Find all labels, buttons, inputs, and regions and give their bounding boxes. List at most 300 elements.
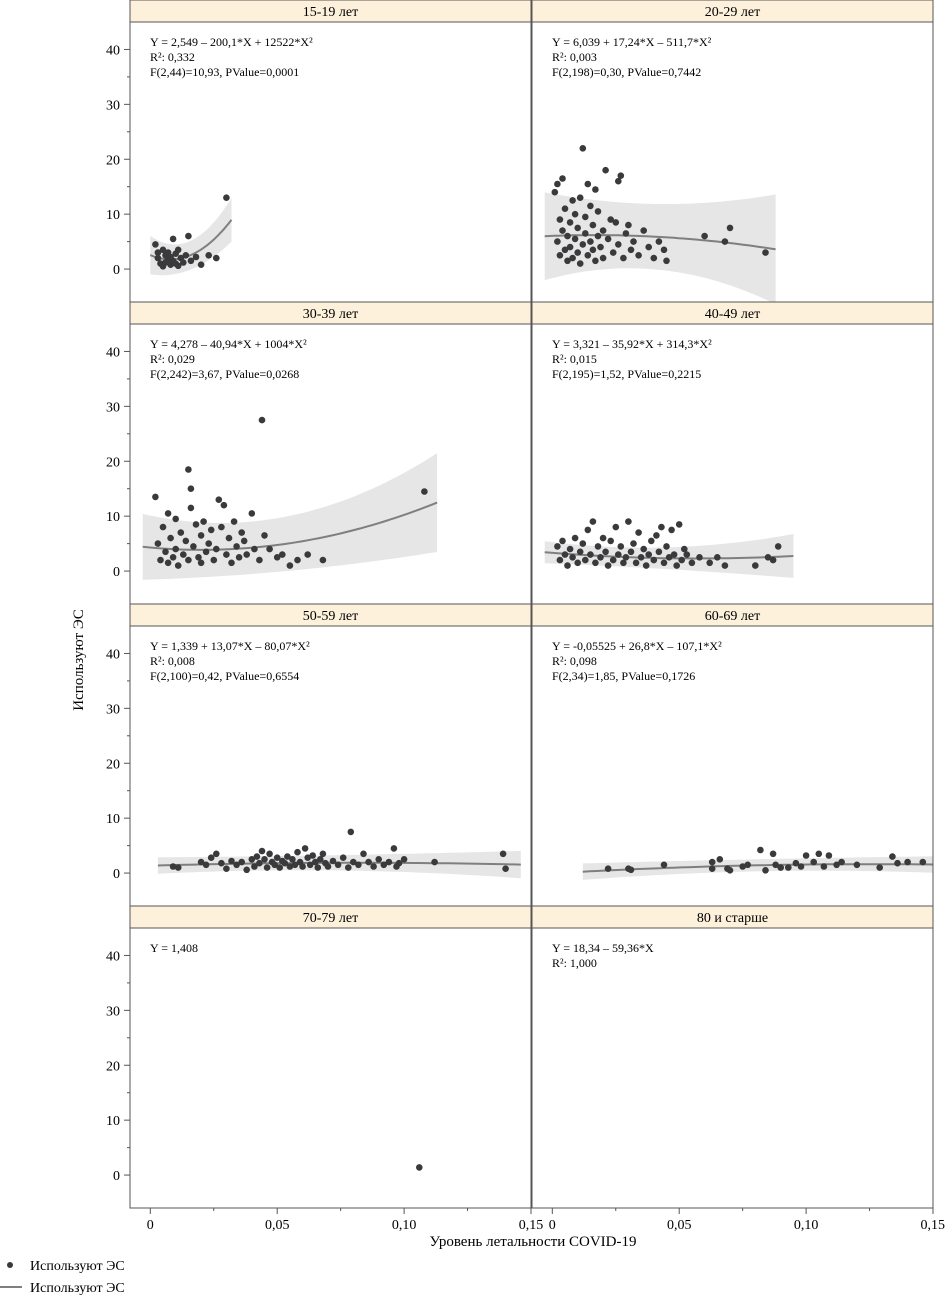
data-point-50-59-лет-36 — [309, 852, 316, 859]
data-point-50-59-лет-46 — [345, 864, 352, 871]
data-point-15-19-лет-24 — [198, 261, 205, 268]
panel-80-и-старше — [532, 906, 933, 970]
data-point-60-69-лет-30 — [904, 859, 911, 866]
x-tick-label-80-и-старше-1: 0,05 — [666, 1218, 692, 1233]
data-point-30-39-лет-50 — [287, 562, 294, 569]
data-point-30-39-лет-44 — [256, 557, 263, 564]
data-point-60-69-лет-27 — [876, 864, 883, 871]
data-point-60-69-лет-19 — [803, 852, 810, 859]
data-point-20-29-лет-60 — [727, 225, 734, 232]
data-point-40-49-лет-48 — [676, 521, 683, 528]
data-point-50-59-лет-11 — [243, 867, 250, 874]
data-point-20-29-лет-30 — [590, 247, 597, 254]
data-point-15-19-лет-25 — [205, 252, 212, 259]
data-point-20-29-лет-39 — [605, 236, 612, 243]
panel-equation-20-29-лет-line-1: R²: 0,003 — [552, 50, 597, 64]
panel-title-40-49-лет: 40-49 лет — [704, 307, 761, 322]
data-point-40-49-лет-51 — [684, 551, 691, 558]
data-point-20-29-лет-47 — [623, 230, 630, 237]
data-point-30-39-лет-18 — [188, 505, 195, 512]
panel-15-19-лет — [130, 0, 531, 275]
data-point-40-49-лет-49 — [678, 557, 685, 564]
y-tick-label-15-19-лет-2: 20 — [106, 153, 120, 169]
data-point-40-49-лет-32 — [635, 529, 642, 536]
data-point-60-69-лет-31 — [920, 859, 927, 866]
data-point-20-29-лет-48 — [625, 222, 632, 229]
data-point-20-29-лет-16 — [572, 236, 579, 243]
panel-equation-30-39-лет-line-0: Y = 4,278 – 40,94*X + 1004*X² — [150, 337, 307, 351]
panel-title-70-79-лет: 70-79 лет — [302, 911, 359, 926]
data-point-30-39-лет-35 — [228, 560, 235, 567]
panel-plot-30-39-лет — [143, 417, 437, 580]
x-tick-label-80-и-старше-3: 0,15 — [920, 1218, 945, 1233]
data-point-60-69-лет-3 — [661, 862, 668, 869]
data-point-40-49-лет-56 — [722, 562, 729, 569]
data-point-50-59-лет-56 — [391, 845, 398, 852]
panel-title-50-59-лет: 50-59 лет — [302, 609, 359, 624]
data-point-30-39-лет-11 — [175, 562, 182, 569]
data-point-40-49-лет-55 — [714, 554, 721, 561]
data-point-40-49-лет-2 — [559, 538, 566, 545]
data-point-50-59-лет-19 — [266, 851, 273, 858]
data-point-20-29-лет-18 — [574, 225, 581, 232]
data-point-20-29-лет-26 — [585, 252, 592, 259]
panel-plot-40-49-лет — [545, 518, 794, 578]
data-point-20-29-лет-13 — [569, 197, 576, 204]
data-point-50-59-лет-3 — [203, 862, 210, 869]
data-point-40-49-лет-14 — [590, 518, 597, 525]
y-tick-label-30-39-лет-4: 40 — [106, 345, 120, 361]
panel-title-15-19-лет: 15-19 лет — [302, 5, 359, 20]
data-point-40-49-лет-16 — [595, 543, 602, 550]
data-point-20-29-лет-20 — [577, 260, 584, 267]
data-point-60-69-лет-28 — [889, 853, 896, 860]
data-point-40-49-лет-57 — [752, 562, 759, 569]
panel-equation-60-69-лет-line-2: F(2,34)=1,85, PValue=0,1726 — [552, 669, 696, 683]
y-tick-label-15-19-лет-1: 10 — [106, 208, 120, 224]
y-tick-label-15-19-лет-0: 0 — [113, 263, 120, 279]
data-point-50-59-лет-55 — [386, 859, 393, 866]
y-tick-label-30-39-лет-2: 20 — [106, 455, 120, 471]
panel-70-79-лет — [130, 906, 531, 1171]
data-point-20-29-лет-49 — [628, 247, 635, 254]
panel-equation-20-29-лет-line-2: F(2,198)=0,30, PValue=0,7442 — [552, 65, 702, 79]
data-point-40-49-лет-6 — [569, 554, 576, 561]
panel-equation-80-и-старше-line-1: R²: 1,000 — [552, 956, 597, 970]
data-point-40-49-лет-10 — [580, 540, 587, 547]
data-point-20-29-лет-51 — [635, 252, 642, 259]
panel-plot-50-59-лет — [158, 829, 521, 879]
data-point-50-59-лет-38 — [315, 864, 322, 871]
data-point-40-49-лет-1 — [557, 557, 564, 564]
data-point-20-29-лет-29 — [590, 222, 597, 229]
data-point-30-39-лет-17 — [188, 485, 195, 492]
data-point-40-49-лет-40 — [656, 549, 663, 556]
data-point-70-79-лет-0 — [416, 1164, 423, 1171]
data-point-40-49-лет-38 — [651, 557, 658, 564]
data-point-40-49-лет-41 — [658, 524, 665, 531]
data-point-30-39-лет-25 — [203, 549, 210, 556]
data-point-30-39-лет-37 — [233, 543, 240, 550]
x-tick-label-70-79-лет-0: 0 — [146, 1218, 154, 1233]
data-point-20-29-лет-38 — [602, 167, 609, 174]
data-point-30-39-лет-0 — [152, 494, 159, 501]
y-tick-label-30-39-лет-3: 30 — [106, 400, 120, 416]
data-point-30-39-лет-51 — [294, 557, 301, 564]
data-point-40-49-лет-47 — [673, 562, 680, 569]
data-point-50-59-лет-30 — [294, 849, 301, 856]
data-point-30-39-лет-22 — [198, 532, 205, 539]
data-point-20-29-лет-4 — [557, 252, 564, 259]
data-point-15-19-лет-26 — [213, 255, 220, 262]
data-point-60-69-лет-13 — [770, 851, 777, 858]
data-point-20-29-лет-34 — [595, 208, 602, 215]
y-tick-label-50-59-лет-1: 10 — [106, 812, 120, 828]
data-point-15-19-лет-19 — [180, 259, 187, 266]
data-point-60-69-лет-16 — [785, 864, 792, 871]
data-point-20-29-лет-41 — [610, 249, 617, 256]
data-point-50-59-лет-44 — [335, 862, 342, 869]
data-point-60-69-лет-15 — [777, 864, 784, 871]
data-point-30-39-лет-20 — [193, 521, 200, 528]
panel-title-60-69-лет: 60-69 лет — [704, 609, 761, 624]
data-point-40-49-лет-29 — [628, 549, 635, 556]
data-point-50-59-лет-17 — [261, 856, 268, 863]
y-tick-label-15-19-лет-4: 40 — [106, 43, 120, 59]
data-point-60-69-лет-23 — [826, 852, 833, 859]
data-point-60-69-лет-4 — [709, 859, 716, 866]
data-point-30-39-лет-15 — [185, 466, 192, 473]
data-point-50-59-лет-1 — [175, 864, 182, 871]
data-point-40-49-лет-11 — [582, 557, 589, 564]
data-point-20-29-лет-28 — [587, 238, 594, 245]
data-point-40-49-лет-18 — [600, 535, 607, 542]
frame-layer — [130, 0, 933, 1208]
data-point-40-49-лет-59 — [770, 557, 777, 564]
data-point-20-29-лет-15 — [572, 211, 579, 218]
data-point-50-59-лет-14 — [254, 853, 261, 860]
y-axis-label: Используют ЭС — [71, 609, 87, 711]
data-point-50-59-лет-5 — [213, 851, 220, 858]
data-point-20-29-лет-53 — [645, 244, 652, 251]
data-point-30-39-лет-41 — [243, 551, 250, 558]
panel-20-29-лет — [532, 0, 933, 304]
data-point-50-59-лет-42 — [325, 863, 332, 870]
data-point-60-69-лет-5 — [709, 865, 716, 872]
data-point-20-29-лет-25 — [585, 181, 592, 188]
y-tick-label-70-79-лет-4: 40 — [106, 949, 120, 965]
data-point-40-49-лет-39 — [653, 532, 660, 539]
data-point-60-69-лет-12 — [762, 867, 769, 874]
y-tick-label-70-79-лет-1: 10 — [106, 1114, 120, 1130]
y-tick-label-50-59-лет-2: 20 — [106, 757, 120, 773]
data-point-30-39-лет-19 — [190, 543, 197, 550]
data-point-20-29-лет-3 — [557, 216, 564, 223]
data-point-60-69-лет-21 — [816, 851, 823, 858]
data-point-50-59-лет-62 — [502, 865, 509, 872]
data-point-20-29-лет-1 — [554, 181, 561, 188]
panel-equation-30-39-лет-line-2: F(2,242)=3,67, PValue=0,0268 — [150, 367, 300, 381]
data-point-60-69-лет-2 — [628, 867, 635, 874]
data-point-40-49-лет-43 — [663, 543, 670, 550]
panel-title-20-29-лет: 20-29 лет — [704, 5, 761, 20]
data-point-30-39-лет-26 — [205, 540, 212, 547]
panel-30-39-лет — [130, 302, 531, 580]
data-point-40-49-лет-34 — [640, 546, 647, 553]
data-point-40-49-лет-53 — [696, 554, 703, 561]
panel-equation-80-и-старше-line-0: Y = 18,34 – 59,36*X — [552, 941, 654, 955]
y-tick-label-50-59-лет-4: 40 — [106, 647, 120, 663]
data-point-30-39-лет-38 — [236, 554, 243, 561]
x-tick-label-80-и-старше-2: 0,10 — [793, 1218, 819, 1233]
data-point-60-69-лет-20 — [810, 859, 817, 866]
data-point-30-39-лет-28 — [211, 557, 218, 564]
data-point-30-39-лет-5 — [165, 510, 172, 517]
data-point-50-59-лет-40 — [320, 851, 327, 858]
data-point-50-59-лет-18 — [264, 864, 271, 871]
data-point-40-49-лет-33 — [638, 554, 645, 561]
data-point-30-39-лет-52 — [304, 551, 311, 558]
data-point-20-29-лет-27 — [587, 203, 594, 210]
panel-equation-40-49-лет-line-1: R²: 0,015 — [552, 352, 597, 366]
data-point-30-39-лет-6 — [165, 560, 172, 567]
data-point-20-29-лет-57 — [663, 258, 670, 265]
data-point-60-69-лет-6 — [717, 856, 724, 863]
data-point-30-39-лет-24 — [200, 518, 207, 525]
data-point-50-59-лет-6 — [218, 860, 225, 867]
data-point-30-39-лет-7 — [167, 535, 174, 542]
data-point-15-19-лет-23 — [193, 254, 200, 261]
data-point-20-29-лет-6 — [559, 227, 566, 234]
data-point-20-29-лет-46 — [620, 255, 627, 262]
panel-equation-70-79-лет-line-0: Y = 1,408 — [150, 941, 198, 955]
data-point-50-59-лет-45 — [340, 854, 347, 861]
data-point-50-59-лет-32 — [299, 863, 306, 870]
data-point-20-29-лет-55 — [656, 238, 663, 245]
data-point-60-69-лет-11 — [757, 847, 764, 854]
y-tick-label-70-79-лет-2: 20 — [106, 1059, 120, 1075]
data-point-20-29-лет-44 — [615, 241, 622, 248]
data-point-50-59-лет-16 — [259, 848, 266, 855]
data-point-50-59-лет-47 — [348, 829, 355, 836]
data-point-30-39-лет-45 — [259, 417, 266, 424]
data-point-60-69-лет-18 — [798, 863, 805, 870]
data-point-30-39-лет-2 — [157, 557, 164, 564]
data-point-20-29-лет-24 — [582, 230, 589, 237]
data-point-30-39-лет-33 — [223, 551, 230, 558]
panel-equation-60-69-лет-line-0: Y = -0,05525 + 26,8*X – 107,1*X² — [552, 639, 722, 653]
data-point-20-29-лет-42 — [613, 219, 620, 226]
data-point-30-39-лет-14 — [183, 538, 190, 545]
data-point-40-49-лет-54 — [706, 560, 713, 567]
data-point-30-39-лет-8 — [170, 554, 177, 561]
data-point-40-49-лет-37 — [648, 538, 655, 545]
data-point-20-29-лет-37 — [600, 255, 607, 262]
data-point-30-39-лет-43 — [251, 546, 258, 553]
data-point-20-29-лет-50 — [630, 238, 637, 245]
panel-equation-50-59-лет-line-1: R²: 0,008 — [150, 654, 195, 668]
data-point-20-29-лет-0 — [552, 189, 559, 196]
data-point-40-49-лет-13 — [587, 551, 594, 558]
data-point-20-29-лет-22 — [580, 241, 587, 248]
x-tick-label-70-79-лет-2: 0,10 — [391, 1218, 417, 1233]
panel-equation-15-19-лет-line-1: R²: 0,332 — [150, 50, 195, 64]
data-point-30-39-лет-10 — [172, 546, 179, 553]
data-point-40-49-лет-8 — [574, 560, 581, 567]
y-tick-label-50-59-лет-0: 0 — [113, 867, 120, 883]
data-point-40-49-лет-22 — [610, 557, 617, 564]
data-point-60-69-лет-8 — [727, 867, 734, 874]
data-point-50-59-лет-10 — [238, 859, 245, 866]
data-point-30-39-лет-54 — [421, 488, 428, 495]
legend-marker-dot — [7, 1262, 13, 1268]
data-point-30-39-лет-36 — [231, 518, 238, 525]
data-point-60-69-лет-22 — [821, 863, 828, 870]
data-point-50-59-лет-51 — [365, 859, 372, 866]
data-point-50-59-лет-59 — [401, 856, 408, 863]
data-point-30-39-лет-30 — [216, 496, 223, 503]
confidence-band-20-29-лет — [545, 192, 776, 304]
x-axis-label: Уровень летальности COVID-19 — [429, 1234, 637, 1250]
data-point-40-49-лет-36 — [645, 551, 652, 558]
data-point-40-49-лет-15 — [592, 560, 599, 567]
data-point-30-39-лет-34 — [226, 535, 233, 542]
data-point-20-29-лет-59 — [722, 238, 729, 245]
y-tick-label-30-39-лет-0: 0 — [113, 565, 120, 581]
data-point-40-49-лет-42 — [661, 560, 668, 567]
data-point-50-59-лет-61 — [500, 851, 507, 858]
y-tick-label-50-59-лет-3: 30 — [106, 702, 120, 718]
y-tick-label-70-79-лет-0: 0 — [113, 1169, 120, 1185]
data-point-20-29-лет-10 — [564, 233, 571, 240]
data-point-20-29-лет-58 — [701, 233, 708, 240]
data-point-20-29-лет-54 — [651, 255, 658, 262]
data-point-30-39-лет-49 — [279, 551, 286, 558]
panel-40-49-лет — [532, 302, 933, 578]
data-point-15-19-лет-27 — [223, 194, 230, 201]
legend — [0, 1259, 125, 1296]
data-point-30-39-лет-46 — [261, 532, 268, 539]
data-point-60-69-лет-26 — [854, 862, 861, 869]
data-point-20-29-лет-14 — [569, 255, 576, 262]
data-point-50-59-лет-33 — [302, 845, 309, 852]
data-point-30-39-лет-42 — [249, 510, 256, 517]
data-point-50-59-лет-52 — [370, 863, 377, 870]
data-point-20-29-лет-17 — [574, 249, 581, 256]
data-point-20-29-лет-12 — [567, 244, 574, 251]
panel-equation-40-49-лет-line-0: Y = 3,321 – 35,92*X + 314,3*X² — [552, 337, 712, 351]
data-point-40-49-лет-60 — [775, 543, 782, 550]
data-point-30-39-лет-31 — [218, 524, 225, 531]
data-point-15-19-лет-12 — [170, 236, 177, 243]
data-point-40-49-лет-19 — [602, 549, 609, 556]
data-point-30-39-лет-39 — [238, 529, 245, 536]
data-point-15-19-лет-16 — [175, 247, 182, 254]
data-point-20-29-лет-8 — [562, 205, 569, 212]
data-point-30-39-лет-23 — [198, 560, 205, 567]
data-point-30-39-лет-32 — [221, 502, 228, 509]
data-point-60-69-лет-29 — [894, 860, 901, 867]
data-point-20-29-лет-5 — [559, 175, 566, 182]
data-point-60-69-лет-10 — [744, 862, 751, 869]
data-point-30-39-лет-27 — [208, 527, 215, 534]
data-point-50-59-лет-23 — [276, 864, 283, 871]
y-tick-label-15-19-лет-3: 30 — [106, 98, 120, 114]
data-point-30-39-лет-40 — [241, 538, 248, 545]
panel-50-59-лет — [130, 604, 531, 878]
data-point-20-29-лет-56 — [661, 247, 668, 254]
panel-equation-50-59-лет-line-0: Y = 1,339 + 13,07*X – 80,07*X² — [150, 639, 310, 653]
data-point-20-29-лет-45 — [618, 172, 625, 179]
data-point-20-29-лет-32 — [592, 258, 599, 265]
y-tick-label-70-79-лет-3: 30 — [106, 1004, 120, 1020]
data-point-20-29-лет-36 — [600, 227, 607, 234]
data-point-15-19-лет-21 — [185, 233, 192, 240]
data-point-40-49-лет-52 — [689, 560, 696, 567]
panel-title-30-39-лет: 30-39 лет — [302, 307, 359, 322]
panel-equation-30-39-лет-line-1: R²: 0,029 — [150, 352, 195, 366]
data-point-50-59-лет-53 — [375, 856, 382, 863]
data-point-20-29-лет-11 — [567, 219, 574, 226]
data-point-40-49-лет-23 — [613, 524, 620, 531]
data-point-20-29-лет-35 — [597, 244, 604, 251]
data-point-30-39-лет-1 — [155, 540, 162, 547]
data-point-30-39-лет-4 — [162, 549, 169, 556]
data-point-40-49-лет-0 — [554, 543, 561, 550]
data-point-20-29-лет-23 — [582, 214, 589, 221]
data-point-40-49-лет-24 — [615, 551, 622, 558]
legend-label-points: Используют ЭС — [30, 1259, 125, 1274]
data-point-40-49-лет-9 — [577, 549, 584, 556]
data-point-30-39-лет-53 — [320, 557, 327, 564]
x-tick-label-70-79-лет-1: 0,05 — [264, 1218, 290, 1233]
data-point-40-49-лет-31 — [633, 560, 640, 567]
panel-plot-15-19-лет — [150, 194, 231, 275]
panel-equation-20-29-лет-line-0: Y = 6,039 + 17,24*X – 511,7*X² — [552, 35, 712, 49]
y-tick-label-30-39-лет-1: 10 — [106, 510, 120, 526]
x-tick-label-70-79-лет-3: 0,15 — [518, 1218, 544, 1233]
data-point-40-49-лет-25 — [618, 543, 625, 550]
panel-plot-60-69-лет — [583, 847, 933, 880]
data-point-50-59-лет-50 — [360, 851, 367, 858]
panel-equation-40-49-лет-line-2: F(2,195)=1,52, PValue=0,2215 — [552, 367, 702, 381]
data-point-30-39-лет-47 — [266, 546, 273, 553]
data-point-60-69-лет-25 — [838, 859, 845, 866]
data-point-20-29-лет-31 — [592, 186, 599, 193]
data-point-30-39-лет-9 — [172, 516, 179, 523]
data-point-20-29-лет-21 — [580, 145, 587, 152]
data-point-40-49-лет-30 — [630, 540, 637, 547]
legend-label-fit: Используют ЭС — [30, 1281, 125, 1296]
panel-equation-15-19-лет-line-2: F(2,44)=10,93, PValue=0,0001 — [150, 65, 300, 79]
data-point-30-39-лет-16 — [185, 557, 192, 564]
data-point-40-49-лет-20 — [605, 562, 612, 569]
data-point-40-49-лет-5 — [567, 546, 574, 553]
data-point-20-29-лет-19 — [577, 194, 584, 201]
data-point-40-49-лет-17 — [597, 554, 604, 561]
data-point-40-49-лет-21 — [607, 538, 614, 545]
panel-equation-15-19-лет-line-0: Y = 2,549 – 200,1*X + 12522*X² — [150, 35, 313, 49]
data-point-40-49-лет-35 — [643, 562, 650, 569]
data-point-40-49-лет-7 — [572, 535, 579, 542]
x-tick-label-80-и-старше-0: 0 — [548, 1218, 556, 1233]
panel-60-69-лет — [532, 604, 933, 880]
data-point-50-59-лет-7 — [223, 865, 230, 872]
panel-title-80-и-старше: 80 и старше — [696, 911, 769, 926]
data-point-40-49-лет-46 — [671, 551, 678, 558]
data-point-40-49-лет-4 — [564, 562, 571, 569]
data-point-40-49-лет-3 — [562, 551, 569, 558]
